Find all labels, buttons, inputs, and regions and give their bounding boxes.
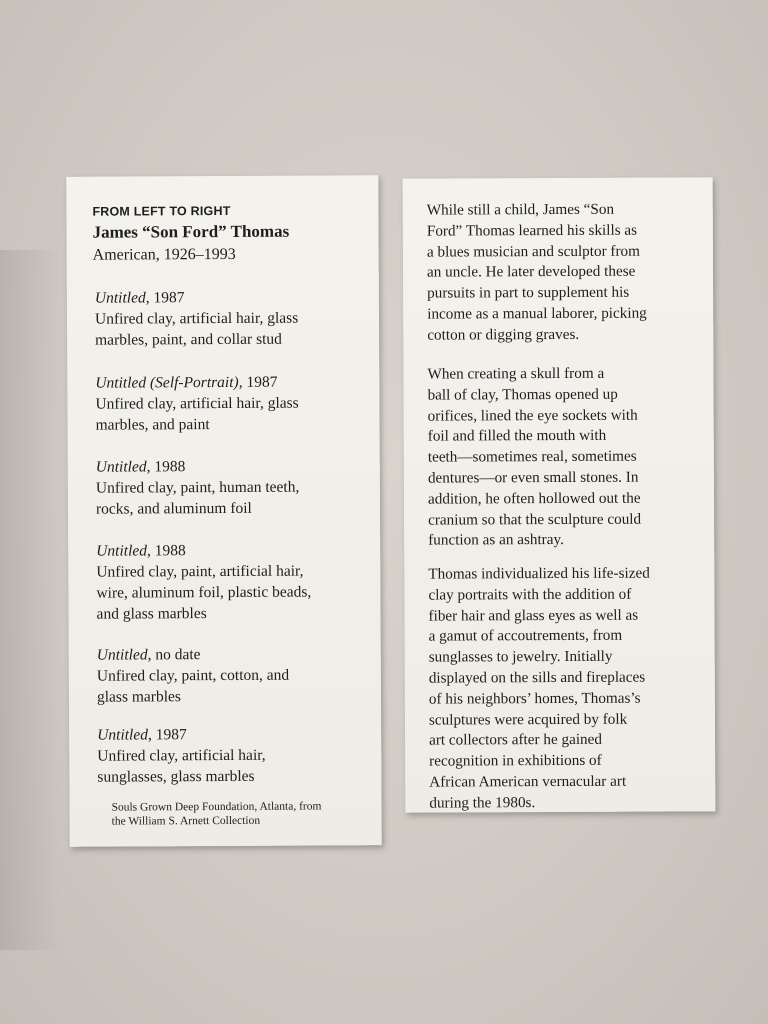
artwork-date: , no date [147, 646, 201, 664]
artwork-entry [96, 539, 366, 624]
artwork-date: , 1988 [146, 542, 186, 560]
artwork-entry [97, 723, 367, 787]
paragraph-line: African American vernacular art [429, 772, 627, 791]
artwork-medium-line: wire, aluminum foil, plastic beads, [96, 583, 312, 602]
object-label-placard [66, 175, 382, 847]
paragraph-line: cotton or digging graves. [427, 325, 580, 344]
paragraph-line: cranium so that the sculpture could [428, 510, 642, 529]
artwork-entry [95, 286, 365, 350]
paragraph-line: displayed on the sills and fireplaces [428, 668, 646, 687]
paragraph-line: function as an ashtray. [428, 531, 564, 549]
paragraph-line: pursuits in part to supplement his [427, 283, 630, 302]
artwork-title: Untitled [95, 458, 147, 476]
paragraph-line: during the 1980s. [429, 793, 536, 812]
artwork-medium-line: rocks, and aluminum foil [95, 499, 252, 518]
paragraph-line: fiber hair and glass eyes as well as [428, 606, 639, 625]
paragraph-line: sculptures were acquired by folk [428, 710, 628, 729]
paragraph-line: income as a manual laborer, picking [427, 304, 647, 323]
artwork-title-line [95, 286, 365, 308]
artwork-medium-line: marbles, paint, and collar stud [95, 330, 282, 349]
paragraph-line: sunglasses to jewelry. Initially [428, 647, 613, 666]
artwork-medium-line: Unfired clay, paint, cotton, and [96, 666, 290, 685]
paragraph [428, 563, 691, 814]
paragraph-line: orifices, lined the eye sockets with [427, 406, 638, 425]
wall-shadow [0, 250, 60, 950]
paragraph-line: Ford” Thomas learned his skills as [426, 221, 638, 240]
artwork-title-line [96, 539, 366, 561]
credit-line [112, 799, 372, 828]
credit-line-text: Souls Grown Deep Foundation, Atlanta, from [111, 800, 322, 814]
artwork-date: , 1988 [146, 458, 186, 476]
paragraph-line: art collectors after he gained [429, 731, 602, 749]
artwork-medium-line: marbles, and paint [95, 416, 210, 434]
artwork-medium-line: Unfired clay, paint, artificial hair, [96, 562, 304, 581]
artwork-title: Untitled (Self-Portrait) [95, 373, 239, 392]
artwork-medium-line: Unfired clay, artificial hair, glass [94, 309, 299, 328]
artwork-date: , 1987 [147, 726, 187, 744]
artwork-title-line [95, 371, 365, 393]
artwork-title: Untitled [96, 542, 148, 560]
artwork-date: , 1987 [145, 289, 185, 307]
artwork-entry [97, 643, 367, 707]
artwork-title-line [96, 455, 366, 477]
artist-nationality-dates: American, 1926–1993 [92, 245, 236, 264]
paragraph-line: addition, he often hollowed out the [427, 489, 641, 508]
artwork-medium-line: Unfired clay, paint, human teeth, [95, 478, 300, 497]
artwork-medium-line: sunglasses, glass marbles [97, 767, 255, 786]
paragraph-line: ball of clay, Thomas opened up [427, 385, 618, 404]
paragraph-line: of his neighbors’ homes, Thomas’s [428, 689, 641, 708]
paragraph-line: foil and filled the mouth with [427, 427, 607, 445]
artwork-medium-line: and glass marbles [96, 605, 207, 623]
placard-heading: FROM LEFT TO RIGHT [92, 203, 231, 219]
interpretive-text-placard [403, 177, 716, 812]
paragraph-line: clay portraits with the addition of [428, 585, 632, 604]
paragraph-line: recognition in exhibitions of [429, 751, 602, 770]
paragraph [427, 199, 690, 346]
artwork-entry [95, 371, 365, 435]
paragraph-line: While still a child, James “Son [426, 200, 615, 219]
artist-name: James “Son Ford” Thomas [92, 221, 290, 242]
paragraph-line: dentures—or even small stones. In [427, 468, 639, 487]
artwork-entry [96, 455, 366, 519]
artwork-title-line [97, 643, 367, 665]
artwork-date: , 1987 [238, 373, 278, 391]
paragraph [427, 363, 690, 551]
artwork-medium-line: glass marbles [96, 688, 181, 706]
paragraph-line: teeth—sometimes real, sometimes [427, 447, 637, 466]
paragraph-line: When creating a skull from a [427, 364, 605, 383]
paragraph-line: a blues musician and sculptor from [426, 242, 640, 261]
artwork-title: Untitled [97, 726, 149, 744]
credit-line-text: the William S. Arnett Collection [111, 814, 261, 828]
paragraph-line: a gamut of accoutrements, from [428, 627, 623, 645]
artwork-medium-line: Unfired clay, artificial hair, glass [95, 394, 299, 413]
paragraph-line: Thomas individualized his life-sized [428, 564, 650, 583]
artwork-title: Untitled [96, 646, 148, 664]
paragraph-line: an uncle. He later developed these [426, 263, 636, 281]
artwork-medium-line: Unfired clay, artificial hair, [97, 746, 266, 765]
artwork-title-line [97, 723, 367, 745]
artwork-title: Untitled [94, 289, 146, 307]
